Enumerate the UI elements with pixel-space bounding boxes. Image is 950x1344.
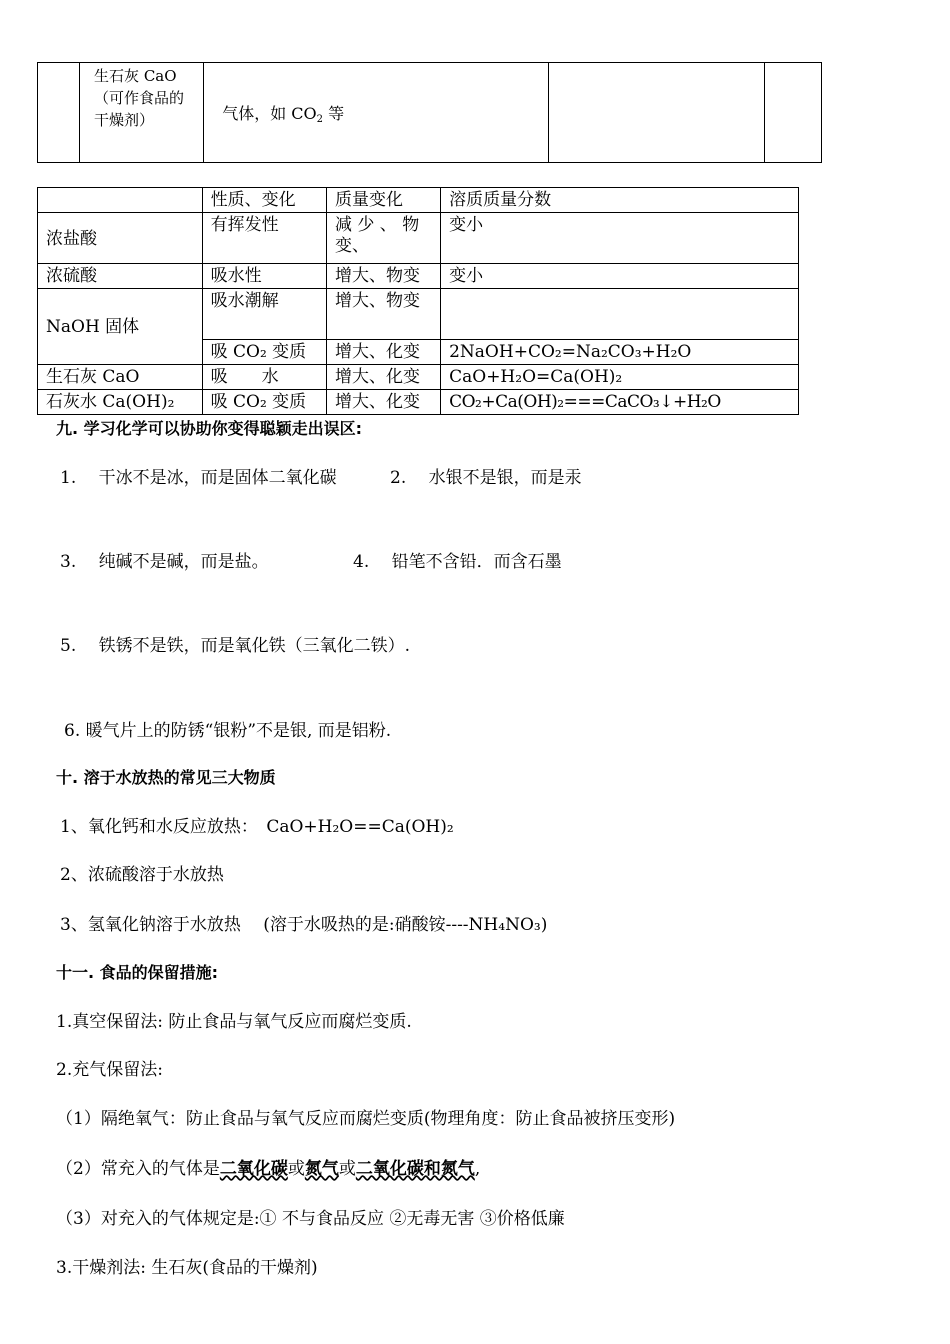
cao-line-3: 干燥剂） xyxy=(94,111,155,129)
header-empty xyxy=(38,188,203,213)
table-row xyxy=(38,264,799,289)
header-cell: 质量变化 xyxy=(327,188,441,213)
table-cell xyxy=(327,213,441,264)
table-cell: 增大、化变 xyxy=(327,365,441,390)
table-cell: 增大、化变 xyxy=(327,340,441,365)
table-cell: 有挥发性 xyxy=(202,213,326,264)
table-cell: 生石灰 CaO xyxy=(38,365,203,390)
table-cell: 吸 水 xyxy=(202,365,326,390)
exothermic-item: 1、氧化钙和水反应放热： CaO+H₂O==Ca(OH)₂ xyxy=(60,817,454,837)
table-row xyxy=(38,188,799,213)
top-cell-empty-2 xyxy=(548,63,764,163)
table-cell: 增大、物变 xyxy=(327,264,441,289)
mass-line-b: 变、 xyxy=(335,236,369,256)
table-cell: 增大、化变 xyxy=(327,390,441,415)
header-cell: 溶质质量分数 xyxy=(441,188,799,213)
top-cell-empty-3 xyxy=(764,63,821,163)
preservation-line: （2）常充入的气体是二氧化碳或氮气或二氧化碳和氮气, xyxy=(56,1159,481,1179)
misconception-item: 4. 铅笔不含铅．而含石墨 xyxy=(353,552,562,572)
table-cell: 浓硫酸 xyxy=(38,264,203,289)
table-row xyxy=(38,365,799,390)
top-table xyxy=(37,62,822,163)
misconception-item: 2. 水银不是银，而是汞 xyxy=(390,468,582,488)
mass-line-a: 减 少 、 物 xyxy=(335,215,420,235)
preservation-line: （3）对充入的气体规定是:① 不与食品反应 ②无毒无害 ③价格低廉 xyxy=(56,1209,565,1229)
gas-n2: 氮气 xyxy=(304,1159,339,1179)
table-cell: 增大、物变 xyxy=(327,289,441,340)
table-cell: 变小 xyxy=(441,264,799,289)
cao-line-2: （可作食品的 xyxy=(94,89,185,107)
cao-line-1: 生石灰 CaO xyxy=(94,67,177,85)
section-11-heading: 十一. 食品的保留措施: xyxy=(56,963,219,982)
table-cell: 变小 xyxy=(441,213,799,264)
misconception-item: 1. 干冰不是冰，而是固体二氧化碳 xyxy=(60,468,337,488)
exothermic-item: 3、氢氧化钠溶于水放热 (溶于水吸热的是:硝酸铵----NH₄NO₃) xyxy=(60,915,548,935)
top-cell-gas xyxy=(204,63,548,163)
gas-co2: 二氧化碳 xyxy=(219,1159,288,1179)
top-cell-cao xyxy=(80,63,204,163)
header-cell: 性质、变化 xyxy=(202,188,326,213)
table-cell: 吸水性 xyxy=(202,264,326,289)
table-row xyxy=(38,213,799,264)
properties-table xyxy=(37,187,799,415)
table-cell: NaOH 固体 xyxy=(38,289,203,365)
misconception-item: 3. 纯碱不是碱，而是盐。 xyxy=(60,552,269,572)
table-row xyxy=(38,289,799,340)
preservation-line: 1.真空保留法: 防止食品与氧气反应而腐烂变质. xyxy=(56,1012,412,1032)
table-cell: CaO+H₂O=Ca(OH)₂ xyxy=(441,365,799,390)
preservation-line: 3.干燥剂法: 生石灰(食品的干燥剂) xyxy=(56,1258,318,1278)
section-9-heading: 九. 学习化学可以协助你变得聪颖走出误区: xyxy=(56,419,363,438)
misconception-item: 6. 暖气片上的防锈“银粉”不是银, 而是铝粉. xyxy=(64,721,392,741)
section-10-heading: 十. 溶于水放热的常见三大物质 xyxy=(56,768,276,787)
table-row xyxy=(38,390,799,415)
exothermic-item: 2、浓硫酸溶于水放热 xyxy=(60,865,224,885)
gas-both: 二氧化碳和氮气 xyxy=(355,1159,475,1179)
table-cell: 吸 CO₂ 变质 xyxy=(202,340,326,365)
top-cell-empty-1 xyxy=(38,63,80,163)
table-cell: 吸 CO₂ 变质 xyxy=(202,390,326,415)
table-cell: 吸水潮解 xyxy=(202,289,326,340)
misconception-item: 5. 铁锈不是铁，而是氧化铁（三氧化二铁）. xyxy=(60,636,411,656)
table-cell: CO₂+Ca(OH)₂===CaCO₃↓+H₂O xyxy=(441,390,799,415)
gas-text: 气体，如 $CO_2$ 等 xyxy=(222,104,345,125)
preservation-line: （1）隔绝氧气：防止食品与氧气反应而腐烂变质(物理角度：防止食品被挤压变形) xyxy=(56,1109,676,1129)
table-cell: 2NaOH+CO₂=Na₂CO₃+H₂O xyxy=(441,340,799,365)
table-cell: 石灰水 Ca(OH)₂ xyxy=(38,390,203,415)
table-cell: 浓盐酸 xyxy=(38,213,203,264)
table-cell xyxy=(441,289,799,340)
preservation-line: 2.充气保留法: xyxy=(56,1060,163,1080)
